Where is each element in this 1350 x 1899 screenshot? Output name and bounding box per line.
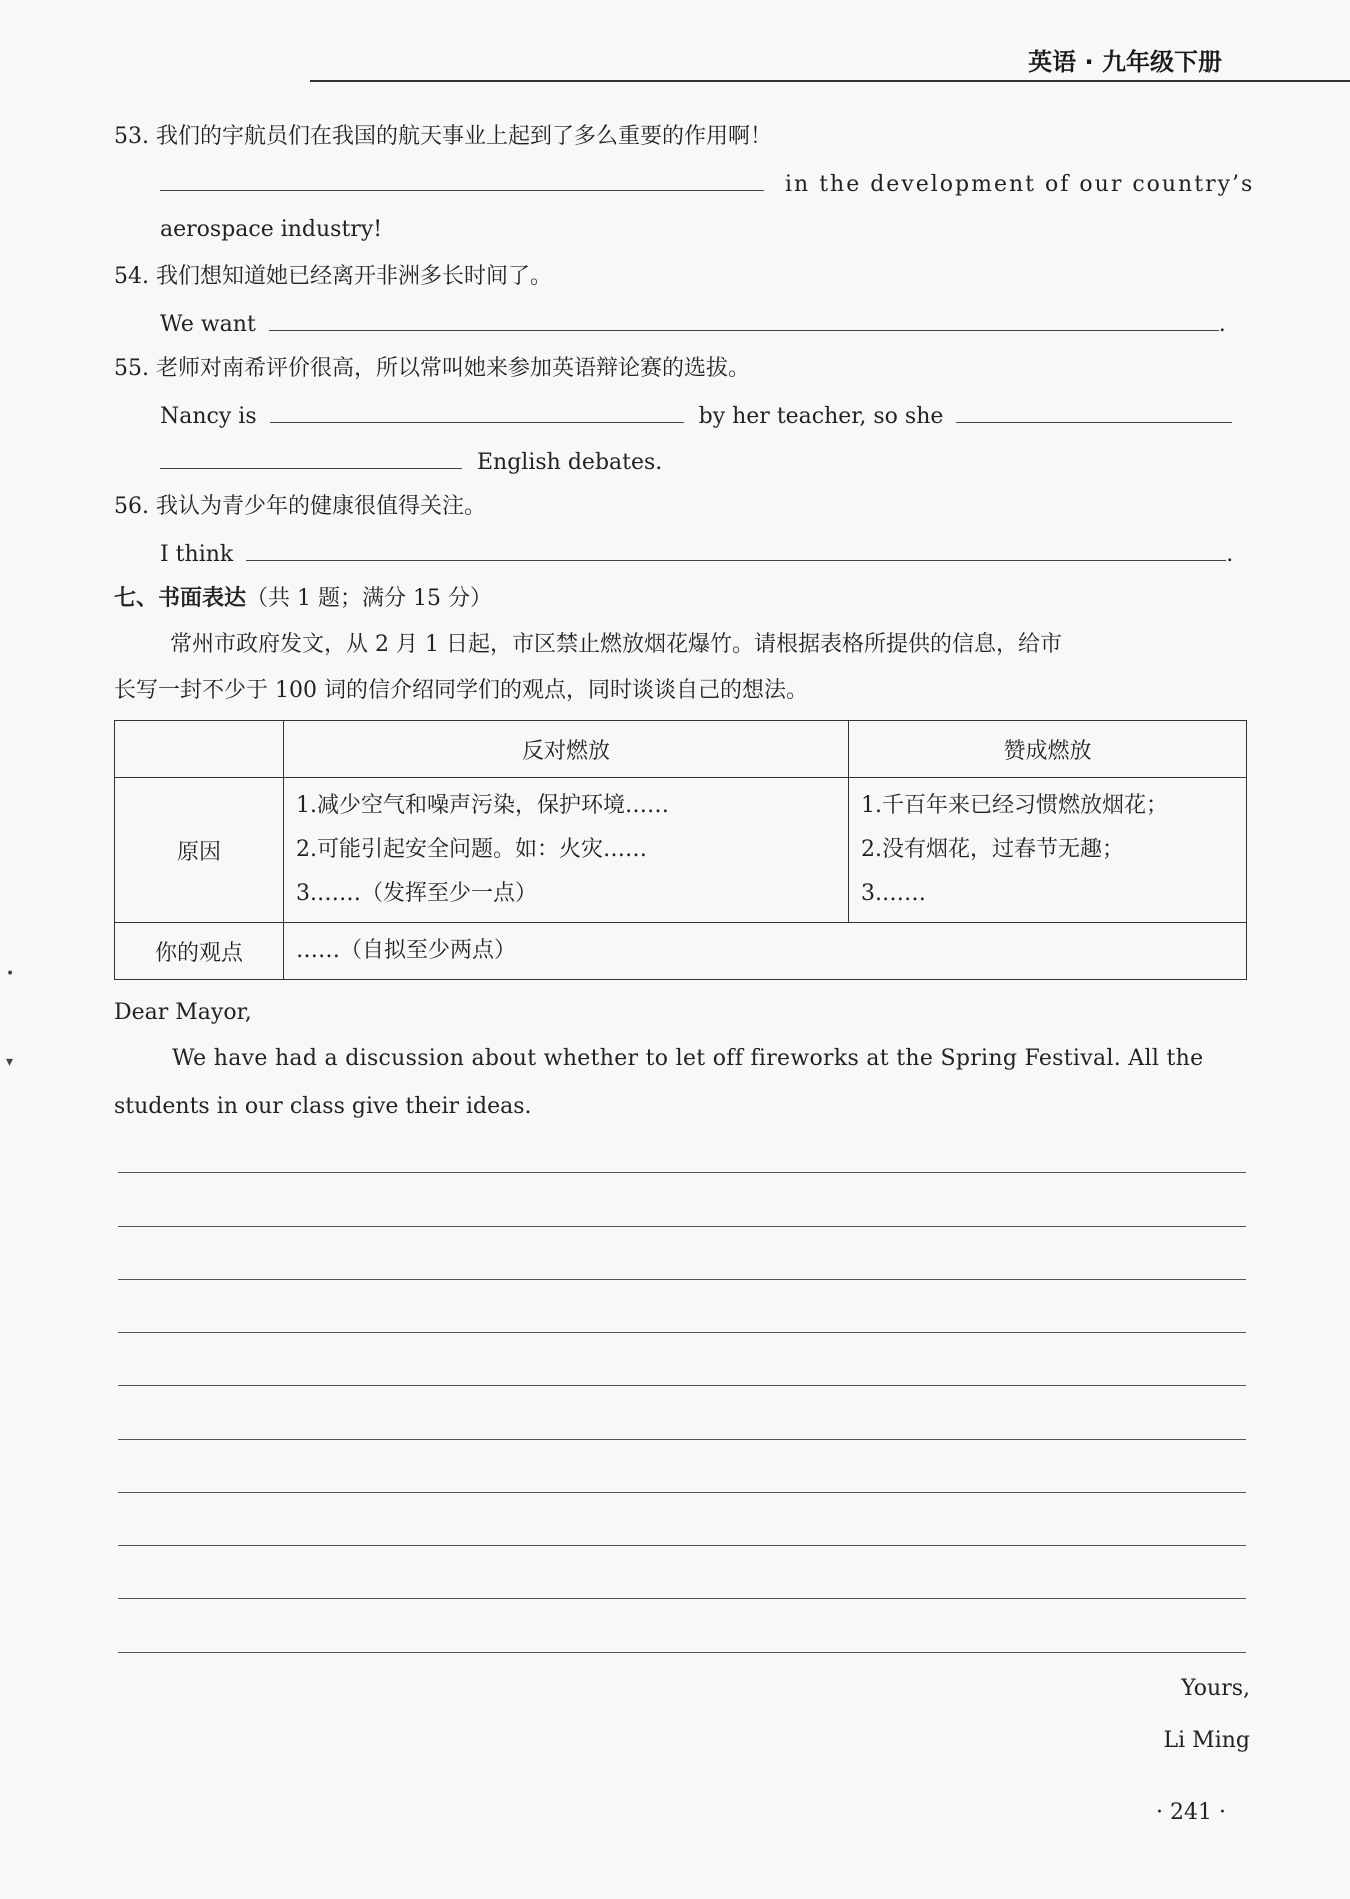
q54-answer-line <box>160 308 1226 340</box>
q55-end: English debates. <box>477 450 663 475</box>
page-header-title: 英语 · 九年级下册 <box>1028 48 1222 76</box>
section7-heading <box>114 584 492 614</box>
q55-blank-2[interactable] <box>956 400 1232 423</box>
q54-lead: We want <box>160 312 256 337</box>
for-item: 2.没有烟花，过春节无趣； <box>861 837 1124 862</box>
for-item: 1.千百年来已经习惯燃放烟花； <box>861 793 1168 818</box>
writing-line[interactable] <box>118 1598 1246 1599</box>
q56-blank[interactable] <box>246 538 1226 561</box>
against-reasons <box>284 778 849 923</box>
section7-para2: 长写一封不少于 100 词的信介绍同学们的观点，同时谈谈自己的想法。 <box>114 678 808 703</box>
writing-line[interactable] <box>118 1652 1246 1653</box>
for-reasons <box>849 778 1247 923</box>
margin-mark: ▾ <box>6 1054 14 1070</box>
q54-prompt <box>114 262 552 292</box>
q55-mid: by her teacher, so she <box>698 404 944 429</box>
q56-end: . <box>1226 542 1234 567</box>
info-table <box>114 720 1247 980</box>
q55-prompt-text: 老师对南希评价很高，所以常叫她来参加英语辩论赛的选拔。 <box>156 356 751 381</box>
q56-answer-line <box>160 538 1233 570</box>
q55-answer-line-2 <box>160 446 662 478</box>
section7-subtitle: （共 1 题；满分 15 分） <box>246 586 492 611</box>
header-rule <box>310 80 1350 82</box>
writing-line[interactable] <box>118 1439 1246 1440</box>
q53-blank[interactable] <box>160 168 764 191</box>
q54-end: . <box>1218 312 1226 337</box>
q55-blank-1[interactable] <box>270 400 684 423</box>
for-item: 3.…… <box>861 881 926 906</box>
letter-body-line-2: students in our class give their ideas. <box>114 1094 532 1119</box>
section7-title: 七、书面表达 <box>114 586 247 611</box>
table-header-row <box>115 721 1247 778</box>
q54-blank[interactable] <box>269 308 1219 331</box>
against-item: 1.减少空气和噪声污染，保护环境…… <box>296 793 669 818</box>
col-against: 反对燃放 <box>284 721 849 778</box>
q53-prompt <box>114 122 772 152</box>
letter-signature: Li Ming <box>1163 1728 1250 1753</box>
q55-prompt <box>114 354 750 384</box>
writing-line[interactable] <box>118 1332 1246 1333</box>
q56-lead: I think <box>160 542 234 567</box>
section7-para1: 常州市政府发文，从 2 月 1 日起，市区禁止燃放烟花爆竹。请根据表格所提供的信息，给市 <box>170 632 1062 657</box>
q55-number: 55. <box>114 356 149 381</box>
col-for: 赞成燃放 <box>849 721 1247 778</box>
q55-blank-3[interactable] <box>160 446 462 469</box>
writing-line[interactable] <box>118 1226 1246 1227</box>
writing-line[interactable] <box>118 1172 1246 1173</box>
q55-answer-line <box>160 400 1232 432</box>
q53-tail: in the development of our country’s <box>785 172 1255 197</box>
writing-line[interactable] <box>118 1545 1246 1546</box>
q54-prompt-text: 我们想知道她已经离开非洲多长时间了。 <box>156 264 553 289</box>
opinion-cell: ……（自拟至少两点） <box>284 923 1247 980</box>
letter-body-line-1: We have had a discussion about whether to let off fireworks at the Spring Festival. All the <box>172 1046 1204 1071</box>
q56-prompt <box>114 492 486 522</box>
writing-line[interactable] <box>118 1492 1246 1493</box>
table-row-reason <box>115 778 1247 923</box>
q53-answer-line <box>160 168 1254 200</box>
margin-mark: • <box>6 966 15 982</box>
q53-prompt-text: 我们的宇航员们在我国的航天事业上起到了多么重要的作用啊！ <box>156 124 773 149</box>
page-number: · 241 · <box>1156 1800 1226 1825</box>
against-item: 3.……（发挥至少一点） <box>296 881 537 906</box>
table-corner <box>115 721 284 778</box>
row-label-reason: 原因 <box>115 778 284 923</box>
q56-number: 56. <box>114 494 149 519</box>
q56-prompt-text: 我认为青少年的健康很值得关注。 <box>156 494 487 519</box>
writing-line[interactable] <box>118 1385 1246 1386</box>
q54-number: 54. <box>114 264 149 289</box>
against-item: 2.可能引起安全问题。如：火灾…… <box>296 837 647 862</box>
letter-closing: Yours, <box>1181 1676 1250 1701</box>
q53-number: 53. <box>114 124 149 149</box>
q55-lead: Nancy is <box>160 404 257 429</box>
letter-greeting: Dear Mayor, <box>114 1000 252 1025</box>
q53-tail2: aerospace industry! <box>160 217 383 242</box>
table-row-opinion <box>115 923 1247 980</box>
row-label-opinion: 你的观点 <box>115 923 284 980</box>
writing-line[interactable] <box>118 1279 1246 1280</box>
